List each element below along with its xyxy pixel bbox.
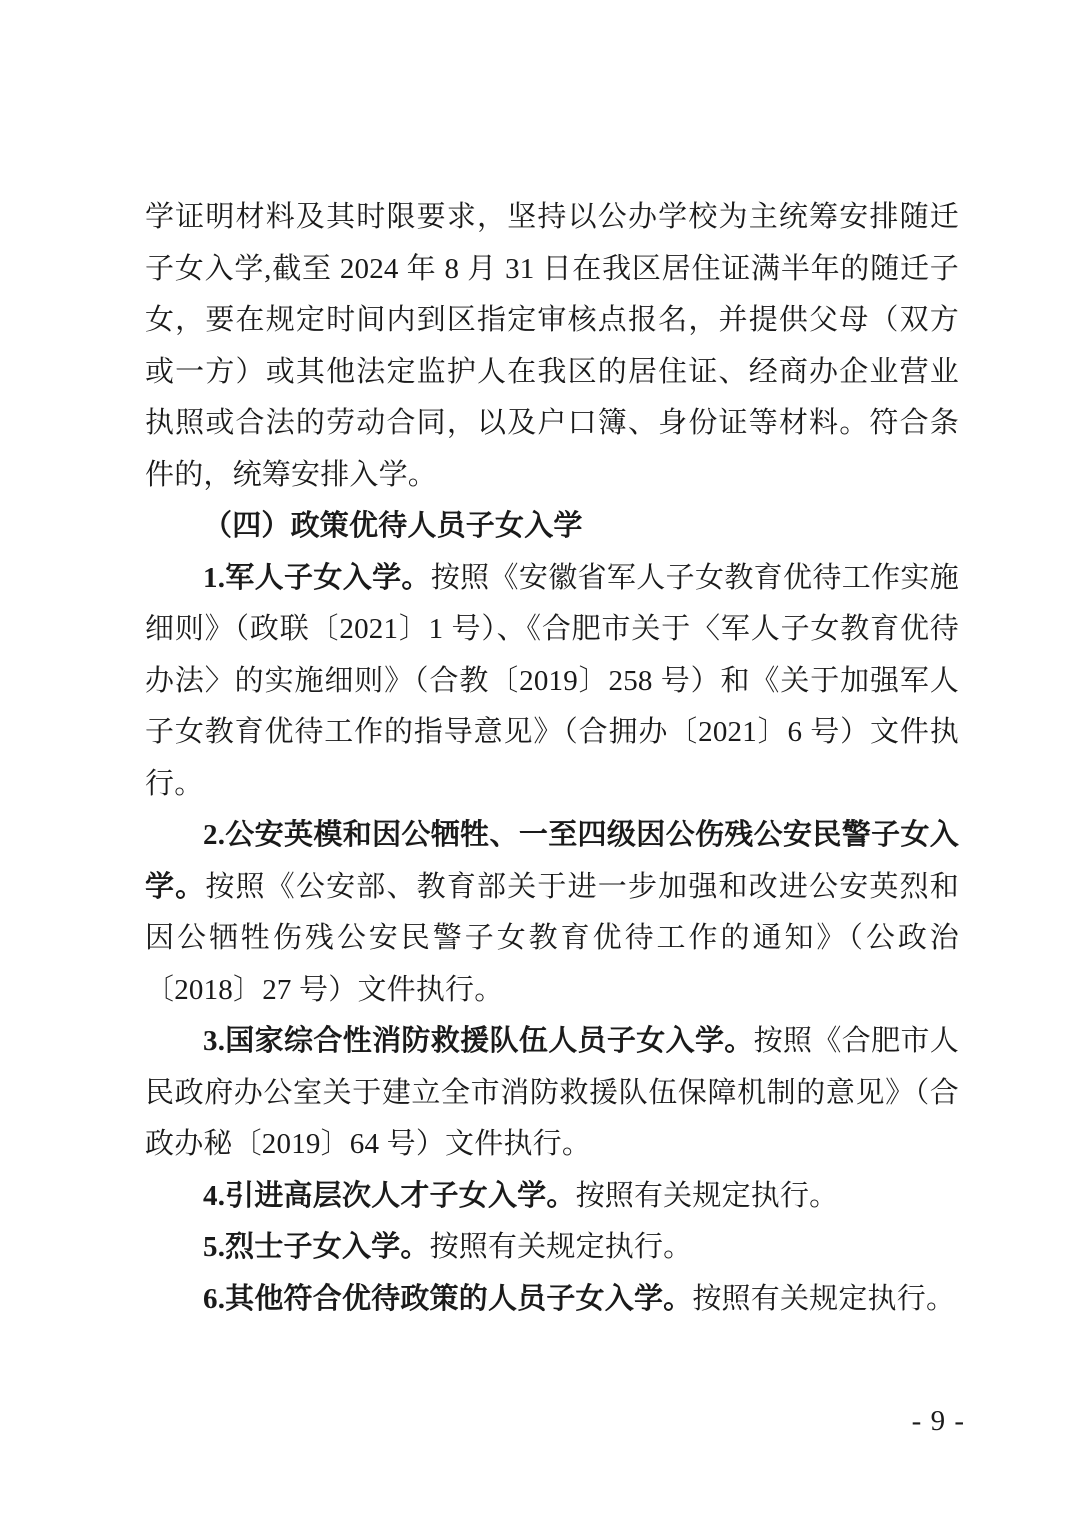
para-martyr-children-text: 按照有关规定执行。	[429, 1231, 693, 1263]
para-military-children-lead: 1.军人子女入学。	[203, 561, 431, 594]
para-suiqian-continuation	[145, 192, 959, 501]
para-military-children	[145, 553, 959, 811]
para-police-children-lead: 2.公安英模和因公牺牲、一至四级因公伤残公安民警子女入学。	[145, 819, 959, 903]
para-high-level-talent-children	[145, 1171, 959, 1223]
para-high-level-talent-children-lead: 4.引进高层次人才子女入学。	[203, 1179, 576, 1212]
para-suiqian-continuation-text: 学证明材料及其时限要求，坚持以公办学校为主统筹安排随迁子女入学,截至 2024 年 8 月 31 日在我区居住证满半年的随迁子女，要在规定时间内到区指定审核点报名，并提供父母（双方或一方）或其他法定监护人在我区的居住证、经商办企业营业执照或合法的劳动合同，以及户口簿、身份证等材料。符合条件的，统筹安排入学。	[145, 201, 959, 491]
para-police-children-text: 按照《公安部、教育部关于进一步加强和改进公安英烈和因公牺牲伤残公安民警子女教育优待工作的通知》（公政治〔2018〕27 号）文件执行。	[145, 870, 959, 1006]
para-fire-rescue-children-lead: 3.国家综合性消防救援队伍人员子女入学。	[203, 1025, 754, 1057]
para-other-preferential-children	[145, 1274, 959, 1326]
heading-section-four	[145, 501, 959, 553]
para-fire-rescue-children-text: 按照《合肥市人民政府办公室关于建立全市消防救援队伍保障机制的意见》（合政办秘〔2019〕64 号）文件执行。	[145, 1025, 959, 1160]
heading-section-four-lead: （四）政策优待人员子女入学	[203, 510, 583, 542]
para-martyr-children-lead: 5.烈士子女入学。	[203, 1231, 430, 1263]
document-body	[145, 192, 959, 1325]
page-number: - 9 -	[911, 1405, 965, 1437]
para-fire-rescue-children	[145, 1016, 959, 1171]
para-military-children-text: 按照《安徽省军人子女教育优待工作实施细则》（政联〔2021〕1 号）、《合肥市关于〈军人子女教育优待办法〉的实施细则》（合教〔2019〕258 号）和《关于加强军人子女教育优待工作的指导意见》（合拥办〔2021〕6 号）文件执行。	[145, 561, 959, 800]
para-police-children	[145, 810, 959, 1016]
para-martyr-children	[145, 1222, 959, 1274]
para-other-preferential-children-lead: 6.其他符合优待政策的人员子女入学。	[203, 1282, 693, 1315]
para-other-preferential-children-text: 按照有关规定执行。	[692, 1282, 956, 1315]
para-high-level-talent-children-text: 按照有关规定执行。	[575, 1179, 839, 1212]
